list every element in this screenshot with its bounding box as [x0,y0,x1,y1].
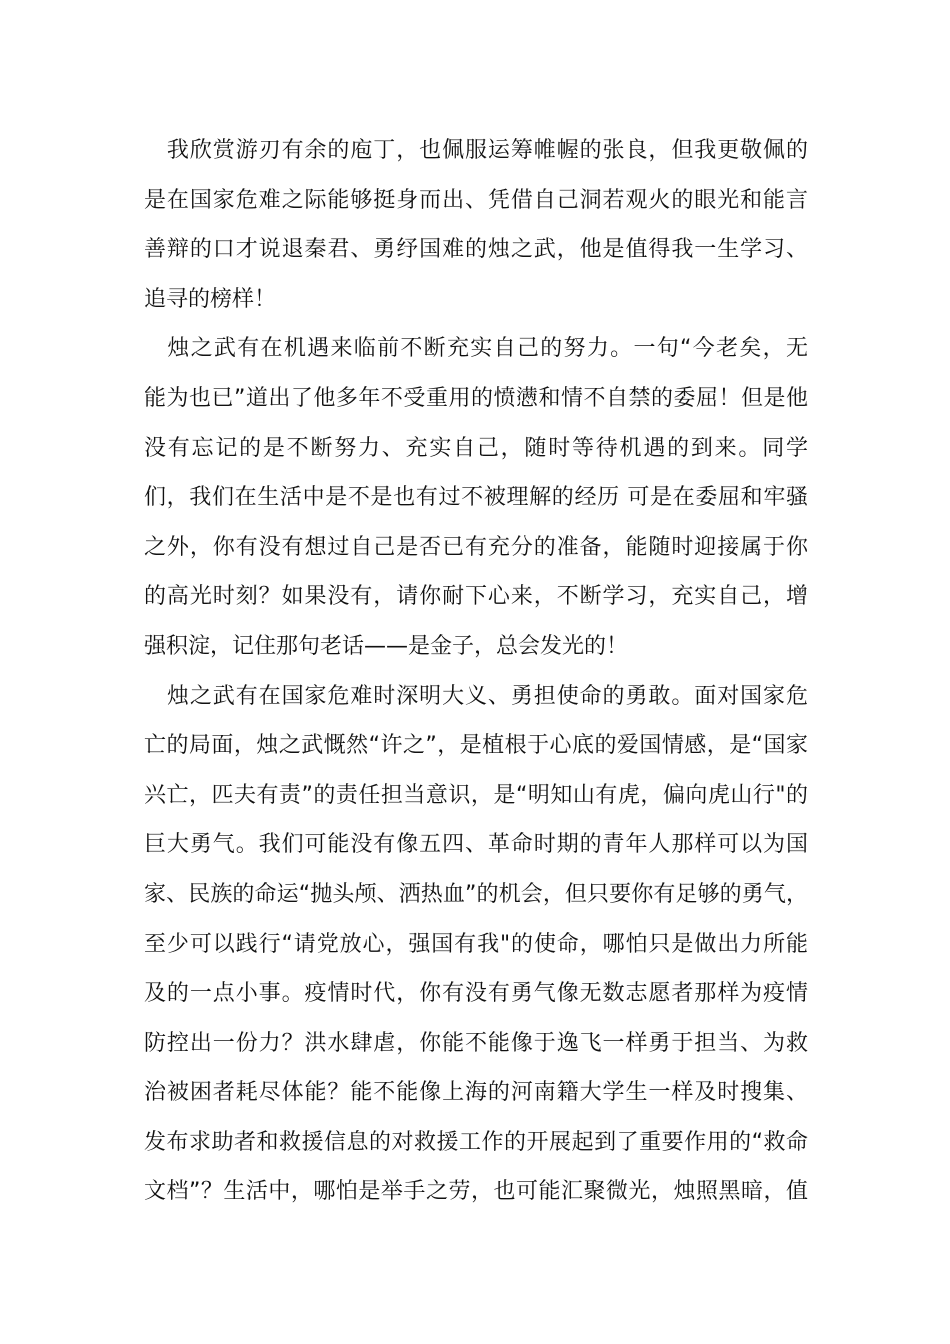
text-line: 及的一点小事。疫情时代，你有没有勇气像无数志愿者那样为疫情 [144,981,808,1007]
text-line: 的高光时刻？如果没有，请你耐下心来，不断学习，充实自己，增 [144,584,808,610]
text-line: 防控出一份力？洪水肆虐，你能不能像于逸飞一样勇于担当、为救 [144,1030,808,1056]
text-line: 强积淀，记住那句老话——是金子，总会发光的！ [144,633,629,659]
text-line: 我欣赏游刃有余的庖丁，也佩服运筹帷幄的张良，但我更敬佩的 [144,138,808,163]
text-line: 没有忘记的是不断努力、充实自己，随时等待机遇的到来。同学 [144,435,808,461]
document-body [144,126,808,1217]
text-line: 能为也已”道出了他多年不受重用的愤懑和情不自禁的委屈！但是他 [144,385,808,411]
text-line: 烛之武有在机遇来临前不断充实自己的努力。一句“今老矣，无 [144,336,808,362]
paragraph-1 [144,126,808,324]
text-line: 追寻的榜样！ [144,286,277,312]
text-line: 家、民族的命运“抛头颅、洒热血”的机会，但只要你有足够的勇气， [144,881,808,907]
paragraph-2 [144,324,808,671]
text-line: 们，我们在生活中是不是也有过不被理解的经历 可是在委屈和牢骚 [144,485,808,511]
text-line: 文档”？生活中，哪怕是举手之劳，也可能汇聚微光，烛照黑暗，值 [144,1179,808,1205]
text-line: 烛之武有在国家危难时深明大义、勇担使命的勇敢。面对国家危 [144,683,808,709]
text-line: 善辩的口才说退秦君、勇纾国难的烛之武，他是值得我一生学习、 [144,237,808,263]
text-line: 亡的局面，烛之武慨然“许之”，是植根于心底的爱国情感，是“国家 [144,733,808,759]
text-line: 治被困者耗尽体能？能不能像上海的河南籍大学生一样及时搜集、 [144,1080,808,1106]
paragraph-3 [144,672,808,1218]
text-line: 兴亡，匹夫有责”的责任担当意识，是“明知山有虎，偏向虎山行"的 [144,782,808,808]
text-line: 巨大勇气。我们可能没有像五四、革命时期的青年人那样可以为国 [144,832,808,858]
text-line: 发布求助者和救援信息的对救援工作的开展起到了重要作用的“救命 [144,1129,808,1155]
text-line: 至少可以践行“请党放心，强国有我"的使命，哪怕只是做出力所能 [144,931,808,957]
text-line: 是在国家危难之际能够挺身而出、凭借自己洞若观火的眼光和能言 [144,187,808,213]
text-line: 之外，你有没有想过自己是否已有充分的准备，能随时迎接属于你 [144,534,808,560]
